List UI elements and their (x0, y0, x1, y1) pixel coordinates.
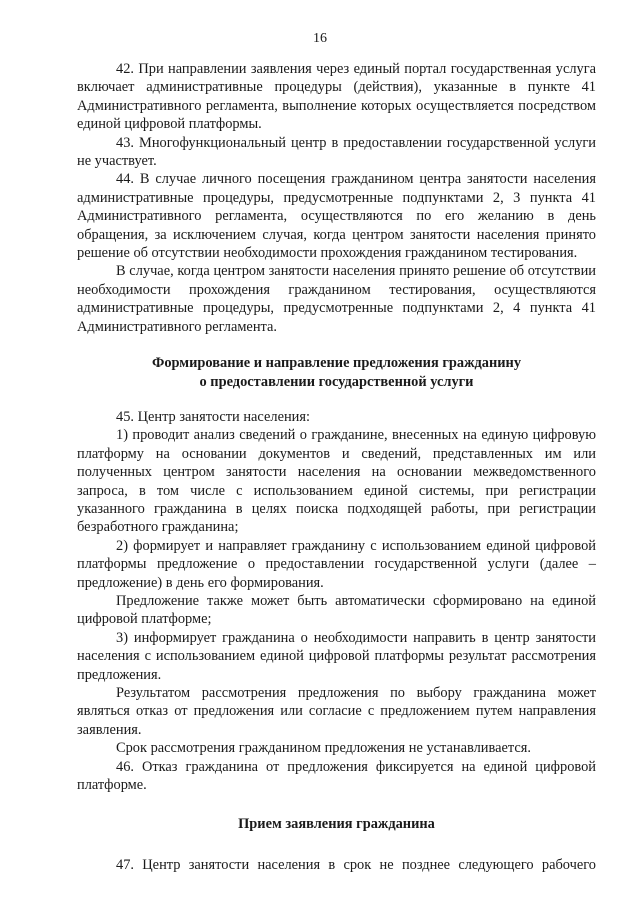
page-number: 16 (313, 31, 327, 46)
paragraph-45-item-1: 1) проводит анализ сведений о гражданине, внесенных на единую цифровую платформу на основании документов и сведений, представленных им или полученных центром занятости населения на основании межведомственного запроса, в том числе с использованием единой системы, при регистрации указанного гражданина в целях поиска подходящей работы, при регистрации безработного гражданина; (77, 427, 596, 536)
paragraph-43: 43. Многофункциональный центр в предоставлении государственной услуги не участвует. (77, 134, 596, 170)
document-body (77, 60, 596, 874)
paragraph-46: 46. Отказ гражданина от предложения фиксируется на единой цифровой платформе. (77, 758, 596, 794)
section-heading-application: Прием заявления гражданина (238, 816, 435, 833)
paragraph-45-item-2: 2) формирует и направляет гражданину с использованием единой цифровой платформы предложение о предоставлении государственной услуги (далее – предложение) в день его формирования. (77, 537, 596, 591)
paragraph-45-item-3: 3) информирует гражданина о необходимости направить в центр занятости населения с использованием единой цифровой платформы результат рассмотрения предложения. (77, 629, 596, 683)
paragraph-42: 42. При направлении заявления через единый портал государственная услуга включает административные процедуры (действия), указанные в пункте 41 Административного регламента, выполнение которых осуществляется посредством единой цифровой платформы. (77, 61, 596, 133)
paragraph-45-result: Результатом рассмотрения предложения по выбору гражданина может являться отказ от предложения или согласие с предложением путем направления заявления. (77, 685, 596, 738)
paragraph-45-auto-proposal: Предложение также может быть автоматически сформировано на единой цифровой платформе; (77, 592, 596, 628)
paragraph-44: 44. В случае личного посещения гражданином центра занятости населения административные процедуры, предусмотренные подпунктами 2, 3 пункта 41 Административного регламента, осуществляются по его желанию в день обращения, за исключением случая, когда центром занятости населения принято решение об отсутствии необходимости прохождения гражданином тестирования. (77, 171, 596, 262)
section-heading-proposal-line2: о предоставлении государственной услуги (199, 373, 474, 390)
paragraph-45-term: Срок рассмотрения гражданином предложения не устанавливается. (116, 740, 531, 757)
paragraph-44-case: В случае, когда центром занятости населения принято решение об отсутствии необходимости прохождения гражданином тестирования, осуществляются административные процедуры, предусмотренные подпунктами 2, 4 пункта 41 Административного регламента. (77, 263, 596, 335)
paragraph-45: 45. Центр занятости населения: (116, 408, 310, 425)
section-heading-proposal (77, 354, 596, 391)
paragraph-47: 47. Центр занятости населения в срок не позднее следующего рабочего (116, 856, 596, 873)
section-heading-proposal-line1: Формирование и направление предложения гражданину (151, 355, 522, 372)
